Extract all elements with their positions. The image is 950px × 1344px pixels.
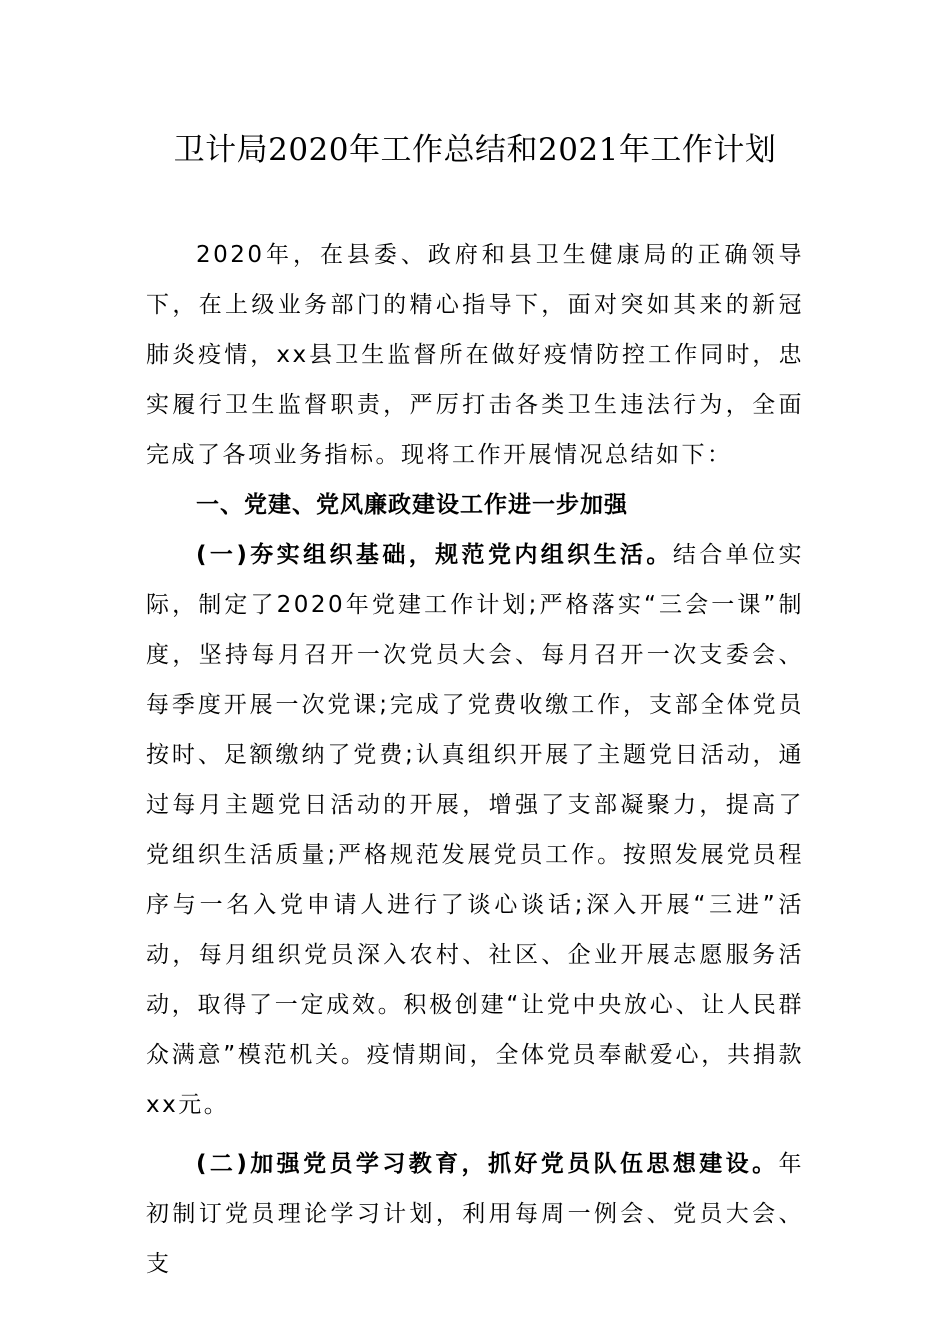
item-one-body: 结合单位实际，制定了2020年党建工作计划;严格落实“三会一课”制度，坚持每月召开一次党员大会、每月召开一次支委会、每季度开展一次党课;完成了党费收缴工作，支部全体党员按时、足额缴纳了党费;认真组织开展了主题党日活动，通过每月主题党日活动的开展，增强了支部凝聚力，提高了党组织生活质量;严格规范发展党员工作。按照发展党员程序与一名入党申请人进行了谈心谈话;深入开展“三进”活动，每月组织党员深入农村、社区、企业开展志愿服务活动，取得了一定成效。积极创建“让党中央放心、让人民群众满意”模范机关。疫情期间，全体党员奉献爱心，共捐款xx元。	[146, 542, 805, 1118]
paragraph-spacer	[146, 1130, 804, 1139]
intro-paragraph: 2020年，在县委、政府和县卫生健康局的正确领导下，在上级业务部门的精心指导下，面对突如其来的新冠肺炎疫情，xx县卫生监督所在做好疫情防控工作同时，忠实履行卫生监督职责，严厉打击各类卫生违法行为，全面完成了各项业务指标。现将工作开展情况总结如下：	[146, 242, 804, 468]
item-one-lead: (一)夯实组织基础，规范党内组织生活。	[196, 542, 673, 568]
item-two-body: 年初制订党员理论学习计划，利用每周一例会、党员大会、支	[146, 1151, 804, 1277]
document-title: 卫计局2020年工作总结和2021年工作计划	[173, 132, 777, 168]
section-heading-party-building: 一、党建、党风廉政建设工作进一步加强	[196, 492, 628, 518]
item-two-paragraph	[146, 1139, 804, 1289]
document-body	[146, 230, 804, 1289]
item-two-lead: (二)加强党员学习教育，抓好党员队伍思想建设。	[196, 1151, 779, 1177]
item-one-paragraph	[146, 530, 804, 1130]
